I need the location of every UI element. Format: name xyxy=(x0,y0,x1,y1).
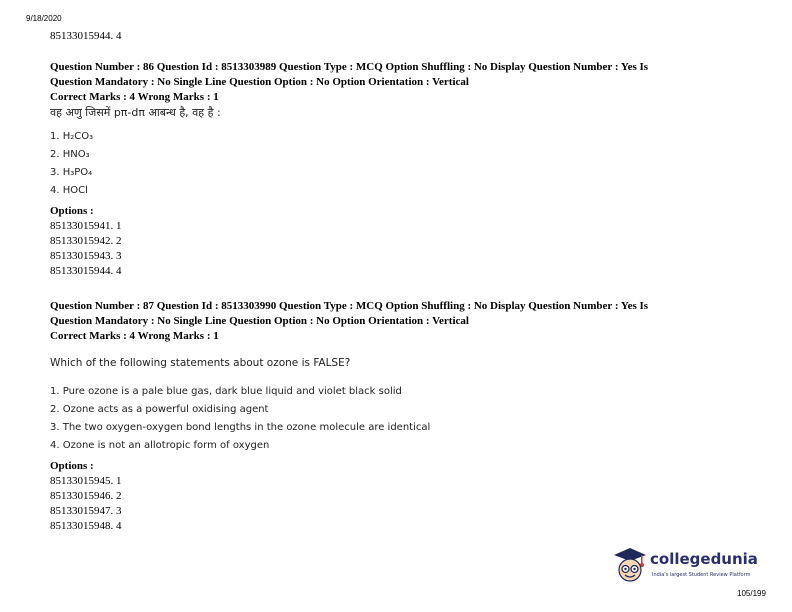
collegedunia-logo xyxy=(612,546,762,586)
option-id: 85133015943. 3 xyxy=(50,250,122,262)
answer-option-list xyxy=(50,128,750,200)
logo-tagline: India's largest Student Review Platform xyxy=(652,572,751,578)
question-header-line1: Question Number : 87 Question Id : 8513303990 Question Type : MCQ Option Shuffling : No Display Question Number : Yes Is xyxy=(50,300,649,312)
option-id: 85133015941. 1 xyxy=(50,220,122,232)
answer-option: 3. H₃PO₄ xyxy=(50,167,93,178)
question-text: Which of the following statements about ozone is FALSE? xyxy=(50,357,351,369)
question-marks: Correct Marks : 4 Wrong Marks : 1 xyxy=(50,91,219,103)
option-id: 85133015946. 2 xyxy=(50,490,122,502)
options-label: Options : xyxy=(50,460,94,472)
document-body xyxy=(50,29,750,534)
answer-option: 2. HNO₃ xyxy=(50,149,90,160)
answer-option: 1. H₂CO₃ xyxy=(50,131,94,142)
answer-option: 3. The two oxygen-oxygen bond lengths in the ozone molecule are identical xyxy=(50,422,431,433)
question-header-line1: Question Number : 86 Question Id : 8513303989 Question Type : MCQ Option Shuffling : No Display Question Number : Yes Is xyxy=(50,61,649,73)
question-header-line2: Question Mandatory : No Single Line Question Option : No Option Orientation : Vertical xyxy=(50,76,469,88)
previous-option-id: 85133015944. 4 xyxy=(50,30,122,42)
options-label: Options : xyxy=(50,205,94,217)
option-id: 85133015944. 4 xyxy=(50,265,122,277)
answer-option: 1. Pure ozone is a pale blue gas, dark blue liquid and violet black solid xyxy=(50,386,402,397)
question-header-line2: Question Mandatory : No Single Line Question Option : No Option Orientation : Vertical xyxy=(50,315,469,327)
option-id: 85133015947. 3 xyxy=(50,505,122,517)
answer-option: 4. Ozone is not an allotropic form of oxygen xyxy=(50,440,270,451)
answer-option: 2. Ozone acts as a powerful oxidising agent xyxy=(50,404,269,415)
page-number: 105/199 xyxy=(737,589,766,598)
option-id: 85133015945. 1 xyxy=(50,475,122,487)
question-86 xyxy=(50,60,750,279)
question-text: वह अणु जिसमें pπ-dπ आबन्ध है, वह है : xyxy=(50,106,221,119)
option-id: 85133015948. 4 xyxy=(50,520,122,532)
answer-option-list xyxy=(50,383,750,455)
answer-option: 4. HOCl xyxy=(50,185,88,196)
graduate-mascot-icon xyxy=(612,546,648,586)
question-marks: Correct Marks : 4 Wrong Marks : 1 xyxy=(50,330,219,342)
logo-wordmark: collegedunia xyxy=(650,550,758,568)
print-date: 9/18/2020 xyxy=(26,14,62,23)
question-87 xyxy=(50,299,750,534)
option-id: 85133015942. 2 xyxy=(50,235,122,247)
